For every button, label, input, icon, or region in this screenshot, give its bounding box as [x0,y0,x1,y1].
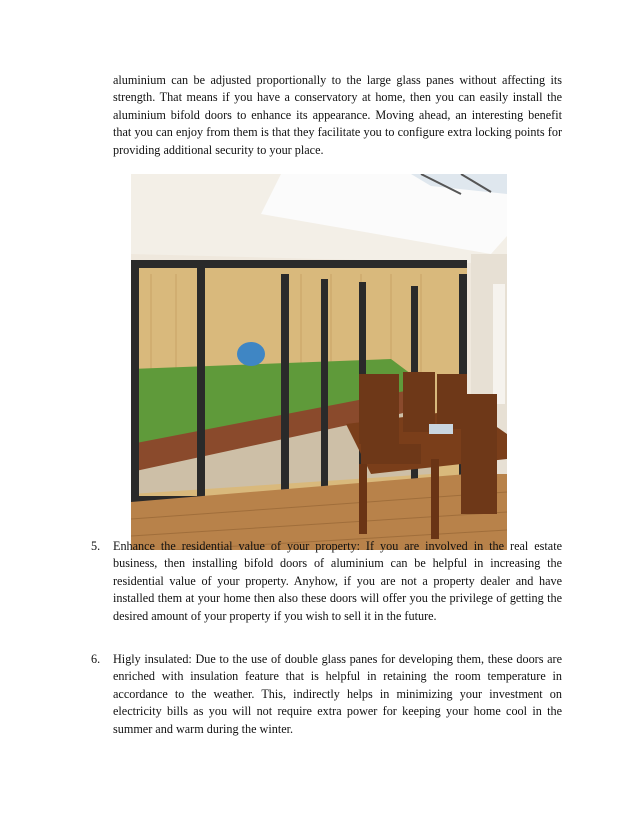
intro-paragraph: aluminium can be adjusted proportionally to the large glass panes without affecting its strength. That means if you have a conservatory at home, then you can easily install the aluminium bifold doors to enhance its appearance. Moving ahead, an interesting benefit that you can enjoy from them is that they facilitate you to configure extra locking points for providing additional security to your place. [113,73,562,157]
room-illustration [131,174,507,550]
blue-object [237,342,265,366]
list-number: 6. [91,652,101,666]
list-text: Higly insulated: Due to the use of double glass panes for developing them, these doors are enriched with insulation feature that is helpful in retaining the room temperature in accordance to the weather. This, indirectly helps in minimizing your investment on electricity bills as you will not require extra power for keeping your home cool in the summer and warm during the winter. [113,652,562,736]
tray [429,424,453,434]
door-head [131,260,467,268]
bifold-doors-photo [131,174,507,550]
list-item-5 [91,538,562,625]
list-item-6 [91,651,562,738]
radiator [493,284,505,404]
list-number: 5. [91,539,101,553]
list-text: Enhance the residential value of your property: If you are involved in the real estate business, then installing bifold doors of aluminium can be helpful in increasing the residential value of your property. Anyhow, if you are not a property dealer and have installed them at your home then also these doors will offer you the privilege of getting the desired amount of your property if you wish to sell it in the future. [113,539,562,623]
